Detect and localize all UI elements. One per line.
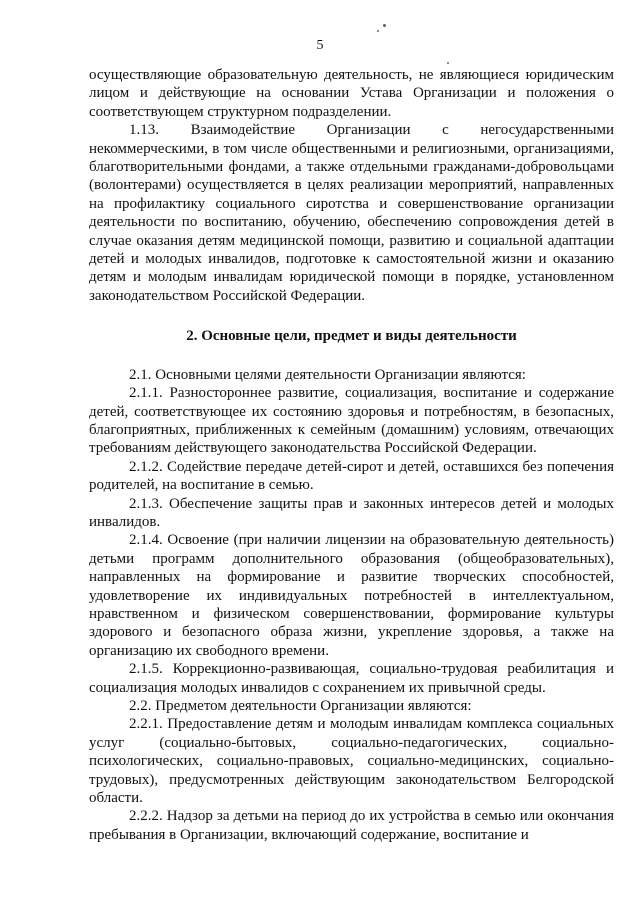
paragraph: осуществляющие образовательную деятельность, не являющиеся юридическим лицом и действующие на основании Устава Организации и положения о соответствующем структурном подразделении.: [89, 67, 614, 120]
scan-dot: [447, 62, 449, 64]
paragraph: 2.1.1. Разностороннее развитие, социализация, воспитание и содержание детей, соответствующее их состоянию здоровья и потребностям, в безопасных, благоприятных, приближенных к семейным (домашним) условиям, отвечающих требованиям действующего законодательства Российской Федерации.: [89, 385, 614, 457]
paragraph: 2.1. Основными целями деятельности Организации являются:: [129, 366, 526, 383]
paragraph: 2.2.2. Надзор за детьми на период до их устройства в семью или окончания пребывания в Организации, включающий содержание, воспитание и: [89, 808, 614, 843]
section-heading: 2. Основные цели, предмет и виды деятельности: [186, 328, 517, 345]
paragraph: 1.13. Взаимодействие Организации с негосударственными некоммерческими, в том числе общественными и религиозными, организациями, благотворительными фондами, а также отдельными гражданами-добровольцами (волонтерами) осуществляется в целях реализации мероприятий, направленных на профилактику социального сиротства и совершенствование организации деятельности по воспитанию, обучению, обеспечению сопровождения детей в случае оказания детям медицинской помощи, развитию и социальной адаптации детей и молодых инвалидов, подготовке к самостоятельной жизни и оказанию детям и молодым инвалидам юридической помощи в порядке, установленном законодательством Российской Федерации.: [89, 122, 614, 304]
page-number: 5: [316, 38, 324, 53]
paragraph: 2.1.3. Обеспечение защиты прав и законных интересов детей и молодых инвалидов.: [89, 495, 614, 530]
paragraph: 2.1.4. Освоение (при наличии лицензии на образовательную деятельность) детьми программ дополнительного образования (общеобразовательных), направленных на формирование и развитие творческих способностей, удовлетворение их индивидуальных потребностей в интеллектуальном, нравственном и физическом совершенствовании, формирование культуры здорового и безопасного образа жизни, укрепление здоровья, а также на организацию их свободного времени.: [89, 532, 614, 659]
scan-dot: [377, 30, 379, 32]
paragraph: 2.2. Предметом деятельности Организации являются:: [129, 698, 472, 714]
paragraph: 2.1.5. Коррекционно-развивающая, социально-трудовая реабилитация и социализация молодых инвалидов с сохранением их привычной среды.: [89, 661, 614, 696]
document-body: [89, 66, 614, 844]
scan-dot: [383, 24, 386, 27]
paragraph: 2.1.2. Содействие передаче детей-сирот и детей, оставшихся без попечения родителей, на воспитание в семью.: [89, 458, 614, 494]
paragraph: 2.2.1. Предоставление детям и молодым инвалидам комплекса социальных услуг (социально-бытовых, социально-педагогических, социально-психологических, социально-правовых, социально-медицинских, социально-трудовых), предусмотренных действующим законодательством Белгородской области.: [89, 716, 614, 807]
